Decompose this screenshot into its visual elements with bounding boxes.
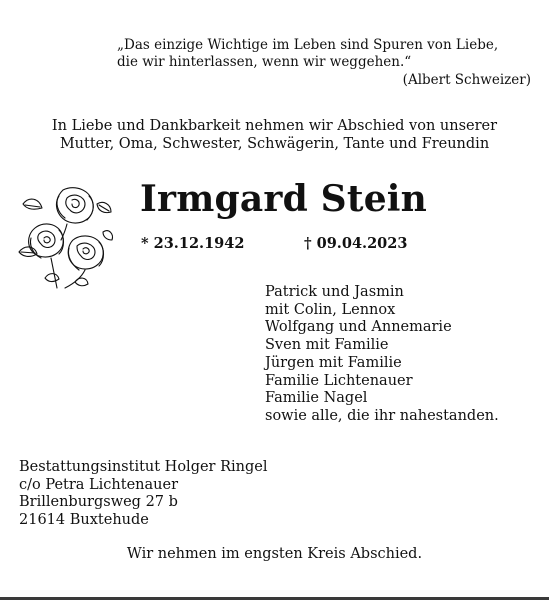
mourner-line: Jürgen mit Familie [265, 354, 402, 371]
mourner-line: mit Colin, Lennox [265, 301, 396, 318]
birth-date: * 23.12.1942 [141, 235, 245, 252]
death-date: † 09.04.2023 [304, 235, 408, 252]
mourner-line: sowie alle, die ihr nahestanden. [265, 407, 499, 424]
address-line: Bestattungsinstitut Holger Ringel [19, 459, 268, 475]
quote-author: (Albert Schweizer) [402, 72, 531, 88]
deceased-name: Irmgard Stein [140, 178, 428, 220]
quote-line-1: „Das einzige Wichtige im Leben sind Spuren von Liebe, [117, 37, 499, 53]
mourner-line: Patrick und Jasmin [265, 284, 404, 300]
mourner-line: Familie Nagel [265, 390, 368, 407]
intro-line-2: Mutter, Oma, Schwester, Schwägerin, Tante und Freundin [59, 136, 490, 152]
quote-block [117, 37, 531, 89]
quote-line-2: die wir hinterlassen, wenn wir weggehen.“ [117, 54, 412, 70]
mourners-list [265, 284, 545, 426]
mourner-line: Sven mit Familie [265, 337, 389, 354]
mourner-line: Familie Lichtenauer [265, 372, 413, 389]
mourner-line: Wolfgang und Annemarie [265, 319, 452, 336]
roses-icon [15, 182, 115, 292]
intro-text [0, 117, 549, 153]
address-line: c/o Petra Lichtenauer [19, 476, 179, 493]
address-line: 21614 Buxtehude [19, 512, 149, 529]
funeral-home-address [19, 459, 339, 530]
address-line: Brillenburgsweg 27 b [19, 494, 178, 511]
intro-line-1: In Liebe und Dankbarkeit nehmen wir Abschied von unserer [51, 118, 498, 134]
closing-note: Wir nehmen im engsten Kreis Abschied. [126, 546, 423, 562]
